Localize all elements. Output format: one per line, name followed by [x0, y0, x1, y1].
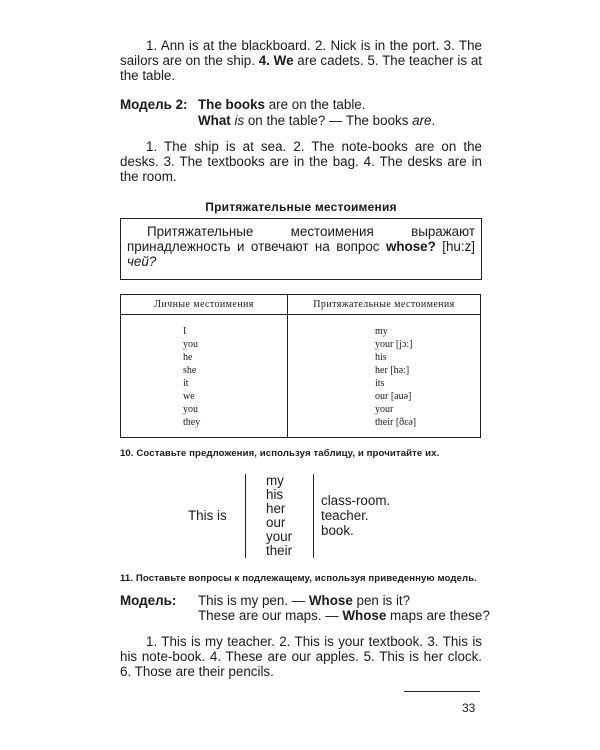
- personal-pronoun-list: [183, 325, 200, 429]
- list-item: my: [375, 326, 388, 337]
- model-line-2: These are our maps. — Whose maps are these?: [198, 608, 490, 623]
- rule-text: Притяжательные местоимения выражают принадлежность и отвечают на вопрос whose? [hu:z] чей?: [127, 224, 475, 269]
- list-item: book.: [321, 523, 354, 538]
- model-2-line-1: The books are on the table.: [198, 97, 366, 112]
- list-item: class-room.: [321, 493, 391, 508]
- list-item: your: [375, 404, 394, 415]
- list-item: his: [375, 352, 387, 363]
- list-item: her [hə:]: [375, 365, 410, 376]
- section-title: Притяжательные местоимения: [205, 200, 397, 214]
- model-2-label: Модель 2:: [120, 97, 188, 112]
- table-header-rule: [121, 314, 480, 315]
- list-item: your: [266, 529, 293, 544]
- model-label: Модель:: [120, 593, 177, 608]
- list-item: his: [266, 487, 284, 502]
- list-item: teacher.: [321, 508, 369, 523]
- substitution-subject: This is: [188, 508, 227, 523]
- col2-header: Притяжательные местоимения: [313, 299, 455, 310]
- list-item: your [jɔ:]: [375, 339, 413, 350]
- list-item: you: [183, 404, 198, 415]
- rule-box: [120, 218, 482, 280]
- sub-divider-left: [245, 474, 246, 558]
- list-item: its: [375, 378, 385, 389]
- list-item: you: [183, 339, 198, 350]
- list-item: it: [183, 378, 189, 389]
- list-item: their [ðεə]: [375, 417, 417, 428]
- pronoun-table: [120, 294, 481, 438]
- list-item: she: [183, 365, 197, 376]
- list-item: he: [183, 352, 193, 363]
- substitution-nouns: [321, 494, 390, 538]
- col1-header: Личные местоимения: [154, 299, 254, 310]
- exercise-para-1: 1. Ann is at the blackboard. 2. Nick is in the port. 3. The sailors are on the ship. 4. We are cadets. 5. The teacher is at the table.: [120, 38, 482, 83]
- task-10-instruction: 10. Составьте предложения, используя таблицу, и прочитайте их.: [120, 448, 440, 459]
- model-line-1: This is my pen. — Whose pen is it?: [198, 593, 411, 608]
- list-item: our: [266, 515, 286, 530]
- task-11-instruction: 11. Поставьте вопросы к подлежащему, используя приведенную модель.: [120, 573, 477, 584]
- sub-divider-right: [313, 474, 314, 558]
- list-item: they: [183, 417, 201, 428]
- page-number: 33: [462, 701, 476, 715]
- list-item: my: [266, 473, 284, 488]
- substitution-pronouns: [266, 474, 292, 558]
- list-item: their: [266, 543, 293, 558]
- list-item: her: [266, 501, 286, 516]
- list-item: our [auə]: [375, 391, 412, 402]
- exercise-para-11: 1. This is my teacher. 2. This is your textbook. 3. This is his note-book. 4. These are our apples. 5. This is her clock. 6. Those are their pencils.: [120, 634, 482, 679]
- table-divider: [287, 295, 288, 437]
- possessive-pronoun-list: [375, 325, 416, 429]
- model-2-line-2: What is on the table? — The books are.: [198, 113, 436, 128]
- list-item: I: [183, 326, 187, 337]
- footer-rule: [404, 691, 480, 692]
- list-item: we: [183, 391, 195, 402]
- exercise-para-2: 1. The ship is at sea. 2. The note-books are on the desks. 3. The textbooks are in the bag. 4. The desks are in the room.: [120, 139, 482, 184]
